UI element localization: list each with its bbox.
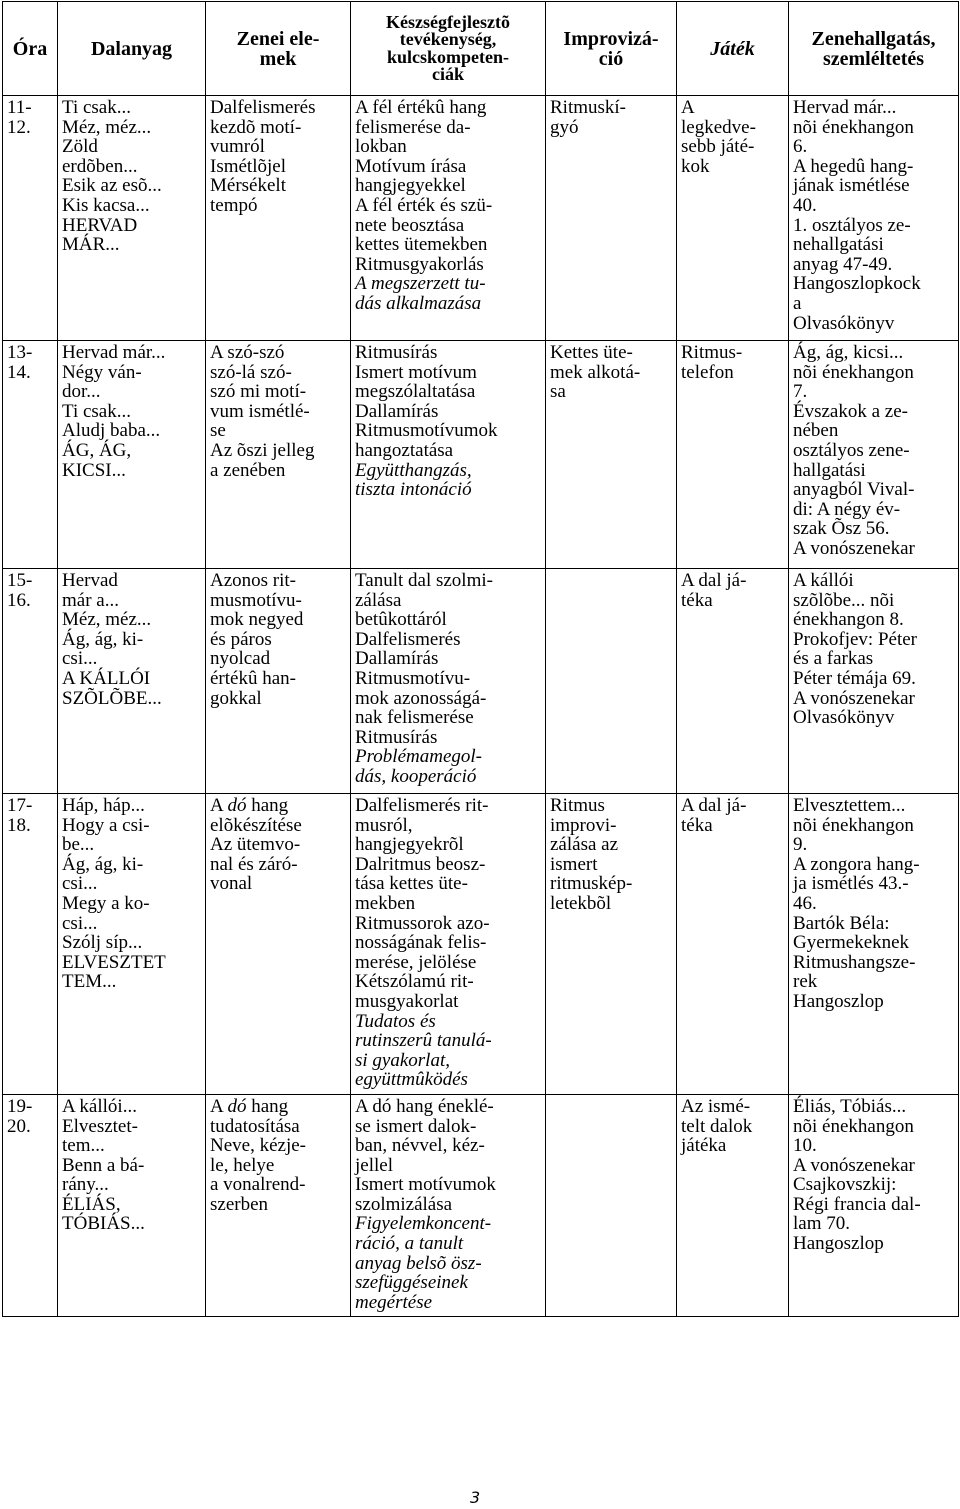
header-improvizacio: Improvizá- ció	[546, 2, 677, 96]
cell-line: Ág, ág, kicsi...	[793, 342, 904, 363]
cell-line: 1. osztályos ze-	[793, 214, 911, 236]
cell-line: Bartók Béla:	[793, 912, 890, 934]
cell-line: téka	[681, 814, 713, 836]
cell-line: Ritmus-	[681, 342, 743, 363]
cell-line: Kétszólamú rit-	[355, 971, 474, 993]
cell-line: Hervad már...	[793, 97, 897, 118]
table-row	[3, 1094, 959, 1317]
cell-line: nében	[793, 420, 839, 442]
cell-zenehallgatas	[789, 794, 959, 1095]
cell-line: anyag 47-49.	[793, 253, 893, 275]
cell-line: Dalfelismerés rit-	[355, 795, 489, 816]
cell-line: Zöld	[62, 136, 98, 158]
cell-line: se ismert dalok-	[355, 1115, 477, 1137]
cell-keszseg	[351, 96, 546, 341]
cell-line: hangoztatása	[355, 439, 454, 461]
cell-line: telefon	[681, 361, 734, 383]
cell-line: Ág, ág, ki-	[62, 853, 144, 875]
cell-line: A fél értékû hang	[355, 97, 487, 118]
cell-line: 20.	[7, 1115, 31, 1137]
cell-line: felismerése da-	[355, 116, 471, 138]
cell-line: Elvesztet-	[62, 1115, 138, 1137]
cell-line: Motívum írása	[355, 155, 467, 177]
cell-line: le, helye	[210, 1154, 275, 1176]
cell-line: Dallamírás	[355, 648, 439, 670]
text-segment: dó	[227, 1095, 247, 1117]
cell-line: mok negyed	[210, 609, 304, 631]
cell-line: 11-	[7, 97, 32, 118]
text-segment: hang	[246, 1095, 289, 1117]
cell-line: A kállói	[793, 570, 854, 591]
cell-line: értékû han-	[210, 667, 296, 689]
cell-line: Hangoszlop	[793, 1233, 884, 1255]
cell-line: musmotívu-	[210, 589, 302, 611]
cell-line: Tanult dal szolmi-	[355, 570, 493, 591]
cell-line: sebb játé-	[681, 136, 755, 158]
table-row	[3, 794, 959, 1095]
cell-line: dor...	[62, 381, 101, 403]
cell-line: A vonószenekar	[793, 1154, 915, 1176]
cell-line: Csajkovszkij:	[793, 1174, 897, 1196]
cell-line: A hegedû hang-	[793, 155, 914, 177]
cell-line: tudatosítása	[210, 1115, 300, 1137]
table-row	[3, 569, 959, 794]
cell-line: A megszerzett tu-	[355, 273, 486, 295]
cell-improvizacio	[546, 96, 677, 341]
cell-line: Prokofjev: Péter	[793, 628, 918, 650]
cell-line: Háp, háp...	[62, 795, 145, 816]
header-zenei: Zenei ele- mek	[206, 2, 351, 96]
cell-line: megszólaltatása	[355, 381, 476, 403]
cell-line: gokkal	[210, 687, 262, 709]
cell-line: Esik az esõ...	[62, 175, 162, 197]
cell-line: A	[681, 97, 695, 118]
cell-line: Hogy a csi-	[62, 814, 150, 836]
cell-line: musgyakorlat	[355, 990, 459, 1012]
cell-zenei	[206, 1094, 351, 1317]
cell-line: Kettes üte-	[550, 342, 633, 363]
cell-line: Dallamírás	[355, 400, 439, 422]
cell-line: 9.	[793, 834, 808, 856]
cell-zenehallgatas	[789, 569, 959, 794]
cell-line: csi...	[62, 912, 98, 934]
cell-line: merése, jelölése	[355, 951, 477, 973]
cell-improvizacio	[546, 569, 677, 794]
cell-zenehallgatas	[789, 96, 959, 341]
cell-line: telt dalok	[681, 1115, 753, 1137]
cell-line: anyag belsõ ösz-	[355, 1252, 482, 1274]
cell-line: jának ismétlése	[793, 175, 910, 197]
cell-line: 6.	[793, 136, 808, 158]
cell-line: improvi-	[550, 814, 617, 836]
cell-line: Ritmuskí-	[550, 97, 627, 118]
cell-line: TEM...	[62, 971, 117, 993]
cell-line: 12.	[7, 116, 31, 138]
cell-line: Figyelemkoncent-	[355, 1213, 492, 1235]
cell-line: Évszakok a ze-	[793, 400, 908, 422]
cell-line: Dalritmus beosz-	[355, 853, 486, 875]
cell-keszseg	[351, 341, 546, 569]
cell-line: Ritmushangsze-	[793, 951, 916, 973]
header-zenehallgatas: Zenehallgatás, szemléltetés	[789, 2, 959, 96]
cell-line: 15-	[7, 570, 33, 591]
cell-line: 40.	[793, 194, 817, 216]
text-segment: A	[210, 795, 228, 816]
cell-zenei	[206, 794, 351, 1095]
cell-ora	[3, 341, 58, 569]
cell-line: tem...	[62, 1135, 105, 1157]
cell-line: rány...	[62, 1174, 109, 1196]
cell-line: Ti csak...	[62, 400, 131, 422]
cell-line: nal és záró-	[210, 853, 298, 875]
cell-line: Dalfelismerés	[355, 628, 461, 650]
cell-line: Azonos rit-	[210, 570, 297, 591]
cell-line: zálása az	[550, 834, 619, 856]
cell-line: ja ismétlés 43.-	[793, 873, 909, 895]
cell-line: ráció, a tanult	[355, 1233, 464, 1255]
cell-line: Hangoszlopkock	[793, 273, 921, 295]
cell-line: szó-lá szó-	[210, 361, 292, 383]
cell-line: ELVESZTET	[62, 951, 166, 973]
cell-line	[210, 1097, 347, 1117]
cell-improvizacio	[546, 341, 677, 569]
cell-line: Kis kacsa...	[62, 194, 150, 216]
cell-line: Hangoszlop	[793, 990, 884, 1012]
cell-jatek	[677, 569, 789, 794]
cell-line: dás, kooperáció	[355, 765, 477, 787]
cell-line: 16.	[7, 589, 31, 611]
header-row	[3, 2, 959, 96]
cell-line: Ritmussorok azo-	[355, 912, 490, 934]
cell-line: Mérsékelt	[210, 175, 286, 197]
cell-line: Ritmusírás	[355, 726, 438, 748]
cell-improvizacio	[546, 794, 677, 1095]
cell-line: hangjegyekkel	[355, 175, 466, 197]
cell-line: szerben	[210, 1193, 269, 1215]
cell-line: már a...	[62, 589, 119, 611]
cell-ora	[3, 794, 58, 1095]
cell-zenei	[206, 96, 351, 341]
cell-dalanyag	[58, 569, 206, 794]
text-segment: dó	[227, 795, 247, 816]
cell-line: Éliás, Tóbiás...	[793, 1095, 907, 1117]
cell-line: A fél érték és szü-	[355, 194, 493, 216]
cell-line: A dal já-	[681, 570, 747, 591]
cell-line: Hervad már...	[62, 342, 166, 363]
cell-line: Az ütemvo-	[210, 834, 301, 856]
cell-dalanyag	[58, 341, 206, 569]
cell-line: 13-	[7, 342, 33, 363]
text-segment: A	[210, 1095, 228, 1117]
cell-line: a vonalrend-	[210, 1174, 306, 1196]
cell-line: 46.	[793, 892, 817, 914]
cell-line: KICSI...	[62, 459, 126, 481]
cell-line: nete beosztása	[355, 214, 465, 236]
cell-line: se	[210, 420, 226, 442]
cell-line: tempó	[210, 194, 258, 216]
cell-line: szolmizálása	[355, 1193, 453, 1215]
cell-line: nosságának felis-	[355, 932, 487, 954]
cell-line: szefüggéseinek	[355, 1272, 468, 1294]
cell-line: be...	[62, 834, 95, 856]
cell-line: szak Õsz 56.	[793, 518, 890, 540]
cell-line: Ritmusírás	[355, 342, 438, 363]
cell-line: legkedve-	[681, 116, 756, 138]
cell-line: zálása	[355, 589, 402, 611]
cell-line: együttmûködés	[355, 1069, 468, 1091]
cell-line: gyó	[550, 116, 579, 138]
cell-line: Neve, kézje-	[210, 1135, 306, 1157]
cell-line: letekbõl	[550, 892, 612, 914]
cell-line: ban, névvel, kéz-	[355, 1135, 485, 1157]
cell-line: TÓBIÁS...	[62, 1213, 145, 1235]
cell-line: Ritmus	[550, 795, 605, 816]
cell-line: A vonószenekar	[793, 537, 915, 559]
cell-line: Benn a bá-	[62, 1154, 145, 1176]
cell-line: nõi énekhangon	[793, 814, 914, 836]
cell-line: rutinszerû tanulá-	[355, 1030, 492, 1052]
cell-line: 17-	[7, 795, 33, 816]
cell-dalanyag	[58, 1094, 206, 1317]
cell-keszseg	[351, 569, 546, 794]
cell-line: sa	[550, 381, 566, 403]
cell-line: Dalfelismerés	[210, 97, 316, 118]
cell-line: Megy a ko-	[62, 892, 150, 914]
cell-line: A vonószenekar	[793, 687, 915, 709]
cell-ora	[3, 1094, 58, 1317]
cell-line: vum ismétlé-	[210, 400, 310, 422]
cell-line: jellel	[355, 1154, 393, 1176]
cell-line: Négy ván-	[62, 361, 142, 383]
cell-line: 7.	[793, 381, 808, 403]
cell-line: A KÁLLÓI	[62, 667, 151, 689]
cell-keszseg	[351, 1094, 546, 1317]
cell-line: Régi francia dal-	[793, 1193, 921, 1215]
cell-line: Aludj baba...	[62, 420, 161, 442]
cell-line: dás alkalmazása	[355, 292, 482, 314]
cell-line: betûkottáról	[355, 609, 447, 631]
cell-line: kok	[681, 155, 710, 177]
header-keszseg: Készségfejlesztõ tevékenység, kulcskompeten- ciák	[351, 2, 546, 96]
cell-line: Ritmusgyakorlás	[355, 253, 484, 275]
cell-line: nõi énekhangon	[793, 361, 914, 383]
cell-line: ismert	[550, 853, 598, 875]
cell-line: Méz, méz...	[62, 609, 152, 631]
cell-line: A kállói...	[62, 1095, 137, 1117]
cell-line: ritmuskép-	[550, 873, 633, 895]
cell-line: osztályos zene-	[793, 439, 910, 461]
cell-line: nõi énekhangon	[793, 116, 914, 138]
cell-line: tása kettes üte-	[355, 873, 468, 895]
cell-line: a zenében	[210, 459, 286, 481]
cell-line: vumról	[210, 136, 265, 158]
cell-line: hangjegyekrõl	[355, 834, 464, 856]
cell-line: és a farkas	[793, 648, 874, 670]
cell-line: játéka	[681, 1135, 727, 1157]
cell-keszseg	[351, 794, 546, 1095]
cell-line: 14.	[7, 361, 31, 383]
cell-line: mekben	[355, 892, 416, 914]
cell-line: kezdõ motí-	[210, 116, 302, 138]
cell-line: tiszta intonáció	[355, 479, 472, 501]
cell-line: hallgatási	[793, 459, 866, 481]
cell-line: elõkészítése	[210, 814, 302, 836]
cell-line: mok azonosságá-	[355, 687, 487, 709]
header-dalanyag: Dalanyag	[58, 2, 206, 96]
cell-line: énekhangon 8.	[793, 609, 904, 631]
cell-line: megértése	[355, 1291, 433, 1313]
cell-line: Elvesztettem...	[793, 795, 906, 816]
cell-line: 18.	[7, 814, 31, 836]
cell-line: Ismétlõjel	[210, 155, 286, 177]
cell-line: Szólj síp...	[62, 932, 143, 954]
cell-line: Együtthangzás,	[355, 459, 472, 481]
cell-line: HERVAD	[62, 214, 138, 236]
cell-line	[210, 796, 347, 816]
cell-jatek	[677, 1094, 789, 1317]
cell-zenehallgatas	[789, 1094, 959, 1317]
table-row	[3, 96, 959, 341]
cell-line: vonal	[210, 873, 253, 895]
text-segment: hang	[246, 795, 289, 816]
cell-line: Olvasókönyv	[793, 312, 895, 334]
cell-jatek	[677, 341, 789, 569]
cell-line: 19-	[7, 1095, 33, 1117]
cell-line: a	[793, 292, 802, 314]
cell-line: ÁG, ÁG,	[62, 439, 132, 461]
cell-line: nehallgatási	[793, 234, 884, 256]
cell-line: rek	[793, 971, 818, 993]
cell-jatek	[677, 794, 789, 1095]
lesson-plan-table	[2, 1, 959, 1317]
cell-line: téka	[681, 589, 713, 611]
cell-line: Ismert motívum	[355, 361, 477, 383]
cell-line: lam 70.	[793, 1213, 850, 1235]
table-row	[3, 341, 959, 569]
cell-line: szõlõbe... nõi	[793, 589, 895, 611]
cell-dalanyag	[58, 794, 206, 1095]
cell-line: musról,	[355, 814, 413, 836]
cell-ora	[3, 569, 58, 794]
cell-ora	[3, 96, 58, 341]
cell-zenei	[206, 341, 351, 569]
cell-line: anyagból Vival-	[793, 479, 915, 501]
cell-line: Az õszi jelleg	[210, 439, 315, 461]
cell-line: lokban	[355, 136, 407, 158]
cell-line: Ti csak...	[62, 97, 131, 118]
cell-line: Méz, méz...	[62, 116, 152, 138]
cell-line: ÉLIÁS,	[62, 1193, 121, 1215]
cell-line: Az ismé-	[681, 1095, 751, 1117]
header-ora: Óra	[3, 2, 58, 96]
cell-line: Ritmusmotívumok	[355, 420, 498, 442]
cell-line: di: A négy év-	[793, 498, 901, 520]
cell-line: A szó-szó	[210, 342, 285, 363]
cell-line: Problémamegol-	[355, 746, 482, 768]
cell-line: csi...	[62, 873, 98, 895]
cell-line: nyolcad	[210, 648, 271, 670]
cell-line: mek alkotá-	[550, 361, 641, 383]
cell-line: Tudatos és	[355, 1010, 436, 1032]
cell-line: és páros	[210, 628, 272, 650]
cell-line: Ismert motívumok	[355, 1174, 496, 1196]
cell-line: A zongora hang-	[793, 853, 920, 875]
cell-dalanyag	[58, 96, 206, 341]
cell-line: szó mi motí-	[210, 381, 307, 403]
page-number: 3	[470, 1488, 481, 1507]
cell-line: Péter témája 69.	[793, 667, 916, 689]
cell-line: si gyakorlat,	[355, 1049, 450, 1071]
cell-line: MÁR...	[62, 234, 120, 256]
cell-jatek	[677, 96, 789, 341]
cell-line: SZÕLÕBE...	[62, 687, 162, 709]
cell-line: Olvasókönyv	[793, 707, 895, 729]
cell-line: kettes ütemekben	[355, 234, 488, 256]
cell-zenei	[206, 569, 351, 794]
cell-line: csi...	[62, 648, 98, 670]
cell-line: A dó hang éneklé-	[355, 1095, 494, 1117]
cell-improvizacio	[546, 1094, 677, 1317]
cell-line: erdõben...	[62, 155, 138, 177]
cell-line: nak felismerése	[355, 707, 474, 729]
cell-line: Ritmusmotívu-	[355, 667, 471, 689]
cell-line: A dal já-	[681, 795, 747, 816]
cell-line: Hervad	[62, 570, 118, 591]
cell-line: nõi énekhangon	[793, 1115, 914, 1137]
cell-line: Ág, ág, ki-	[62, 628, 144, 650]
cell-line: 10.	[793, 1135, 817, 1157]
cell-line: Gyermekeknek	[793, 932, 910, 954]
cell-zenehallgatas	[789, 341, 959, 569]
header-jatek: Játék	[677, 2, 789, 96]
